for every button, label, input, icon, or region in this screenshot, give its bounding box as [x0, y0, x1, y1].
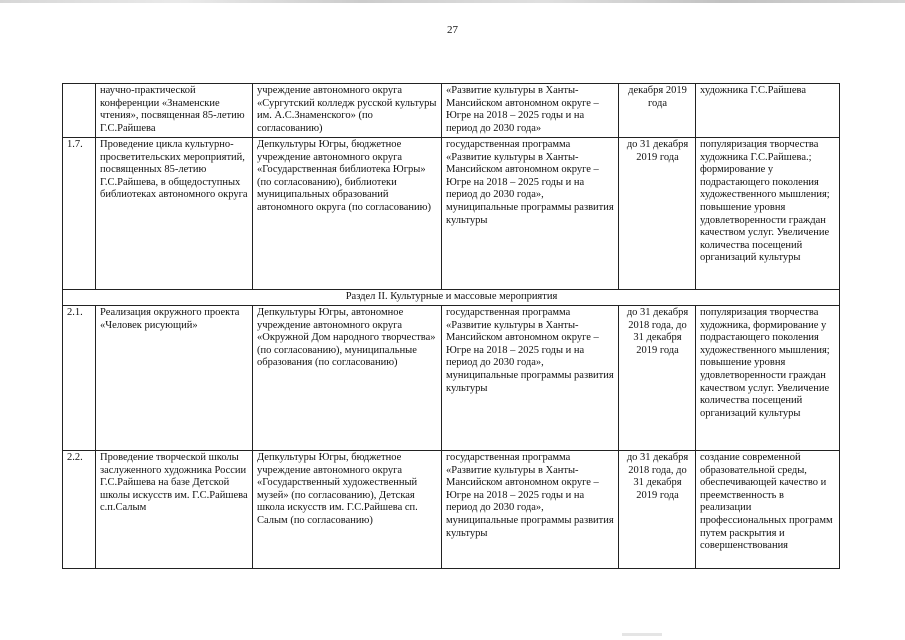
expected-result: создание современной образовательной среды, обеспечивающей качество и преемственность в реализации профессиональных программ путем раскрытия и совершенствования: [696, 451, 840, 569]
table-row: [63, 306, 840, 451]
section-title: Раздел II. Культурные и массовые мероприятия: [63, 290, 840, 306]
event-name: Проведение цикла культурно-просветительских мероприятий, посвященных 85-летию Г.С.Райшева, в общедоступных библиотеках автономного округа: [96, 138, 253, 290]
funding-source: «Развитие культуры в Ханты-Мансийском автономном округе – Югре на 2018 – 2025 годы и на период до 2030 года»: [442, 84, 619, 138]
expected-result: популяризация творчества художника, формирование у подрастающего поколения художественного мышления; повышение уровня удовлетворенности граждан качеством услуг. Увеличение количества посещений организаций культуры: [696, 306, 840, 451]
deadline: до 31 декабря 2019 года: [619, 138, 696, 290]
event-name: Реализация окружного проекта «Человек рисующий»: [96, 306, 253, 451]
deadline: декабря 2019 года: [619, 84, 696, 138]
funding-source: государственная программа «Развитие культуры в Ханты-Мансийском автономном округе – Югре на 2018 – 2025 годы и на период до 2030 года», муниципальные программы развития культуры: [442, 451, 619, 569]
section-row: [63, 290, 840, 306]
expected-result: популяризация творчества художника Г.С.Райшева.; формирование у подрастающего поколения художественного мышления; повышение уровня удовлетворенности граждан качеством услуг. Увеличение количества посещений организаций культуры: [696, 138, 840, 290]
row-number: 2.2.: [63, 451, 96, 569]
page-number: 27: [447, 24, 458, 36]
funding-source: государственная программа «Развитие культуры в Ханты-Мансийском автономном округе – Югре на 2018 – 2025 годы и на период до 2030 года», муниципальные программы развития культуры: [442, 306, 619, 451]
executor: Депкультуры Югры, автономное учреждение автономного округа «Окружной Дом народного творчества» (по согласованию), муниципальные образования (по согласованию): [253, 306, 442, 451]
row-number: [63, 84, 96, 138]
event-name: Проведение творческой школы заслуженного художника России Г.С.Райшева на базе Детской школы искусств им. Г.С.Райшева с.п.Салым: [96, 451, 253, 569]
row-number: 2.1.: [63, 306, 96, 451]
executor: учреждение автономного округа «Сургутский колледж русской культуры им. А.С.Знаменского» (по согласованию): [253, 84, 442, 138]
scan-edge-top: [0, 0, 905, 3]
events-table: [62, 83, 840, 569]
scan-mark-bottom: [622, 633, 662, 636]
executor: Депкультуры Югры, бюджетное учреждение автономного округа «Государственная библиотека Югры» (по согласованию), библиотеки муниципальных образований автономного округа (по согласованию): [253, 138, 442, 290]
deadline: до 31 декабря 2018 года, до 31 декабря 2019 года: [619, 451, 696, 569]
table-row: [63, 451, 840, 569]
table-row: [63, 138, 840, 290]
deadline: до 31 декабря 2018 года, до 31 декабря 2019 года: [619, 306, 696, 451]
funding-source: государственная программа «Развитие культуры в Ханты-Мансийском автономном округе – Югре на 2018 – 2025 годы и на период до 2030 года», муниципальные программы развития культуры: [442, 138, 619, 290]
expected-result: художника Г.С.Райшева: [696, 84, 840, 138]
table-row: [63, 84, 840, 138]
row-number: 1.7.: [63, 138, 96, 290]
event-name: научно-практической конференции «Знаменские чтения», посвященная 85-летию Г.С.Райшева: [96, 84, 253, 138]
executor: Депкультуры Югры, бюджетное учреждение автономного округа «Государственный художественный музей» (по согласованию), Детская школа искусств им. Г.С.Райшева сп. Салым (по согласованию): [253, 451, 442, 569]
